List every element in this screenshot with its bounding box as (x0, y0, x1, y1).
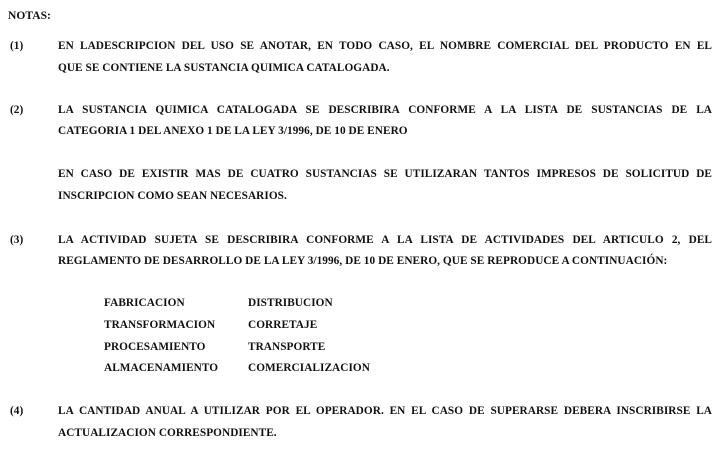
note-3-line-2: REGLAMENTO DE DESARROLLO DE LA LEY 3/1996, DE 10 DE ENERO, QUE SE REPRODUCE A CONTINUACIÓN: (58, 255, 668, 267)
activity-fabricacion: FABRICACION (104, 297, 185, 309)
note-2-line-4: INSCRIPCION COMO SEAN NECESARIOS. (58, 190, 287, 202)
note-2-line-1: LA SUSTANCIA QUIMICA CATALOGADA SE DESCRIBIRA CONFORME A LA LISTA DE SUSTANCIAS DE LA (58, 104, 712, 116)
activity-corretaje: CORRETAJE (248, 319, 318, 331)
note-4-number: (4) (10, 405, 24, 417)
activity-almacenamiento: ALMACENAMIENTO (104, 362, 219, 374)
note-4-line-1: LA CANTIDAD ANUAL A UTILIZAR POR EL OPERADOR. EN EL CASO DE SUPERARSE DEBERA INSCRIBIRSE LA (58, 405, 712, 417)
note-2-number: (2) (10, 104, 24, 116)
note-3-line-1: LA ACTIVIDAD SUJETA SE DESCRIBIRA CONFORME A LA LISTA DE ACTIVIDADES DEL ARTICULO 2, DEL (58, 234, 712, 246)
note-2-line-3: EN CASO DE EXISTIR MAS DE CUATRO SUSTANCIAS SE UTILIZARAN TANTOS IMPRESOS DE SOLICITUD DE (58, 168, 712, 180)
notes-heading: NOTAS: (8, 10, 51, 22)
activity-transporte: TRANSPORTE (248, 341, 326, 353)
activity-procesamiento: PROCESAMIENTO (104, 341, 206, 353)
note-1-line-1: EN LADESCRIPCION DEL USO SE ANOTAR, EN TODO CASO, EL NOMBRE COMERCIAL DEL PRODUCTO EN EL (58, 40, 712, 52)
note-4-line-2: ACTUALIZACION CORRESPONDIENTE. (58, 427, 277, 439)
note-3-number: (3) (10, 234, 24, 246)
note-1-number: (1) (10, 40, 24, 52)
activity-distribucion: DISTRIBUCION (248, 297, 333, 309)
activity-transformacion: TRANSFORMACION (104, 319, 216, 331)
note-2-line-2: CATEGORIA 1 DEL ANEXO 1 DE LA LEY 3/1996, DE 10 DE ENERO (58, 125, 408, 137)
note-1-line-2: QUE SE CONTIENE LA SUSTANCIA QUIMICA CATALOGADA. (58, 62, 390, 74)
activity-comercializacion: COMERCIALIZACION (248, 362, 370, 374)
